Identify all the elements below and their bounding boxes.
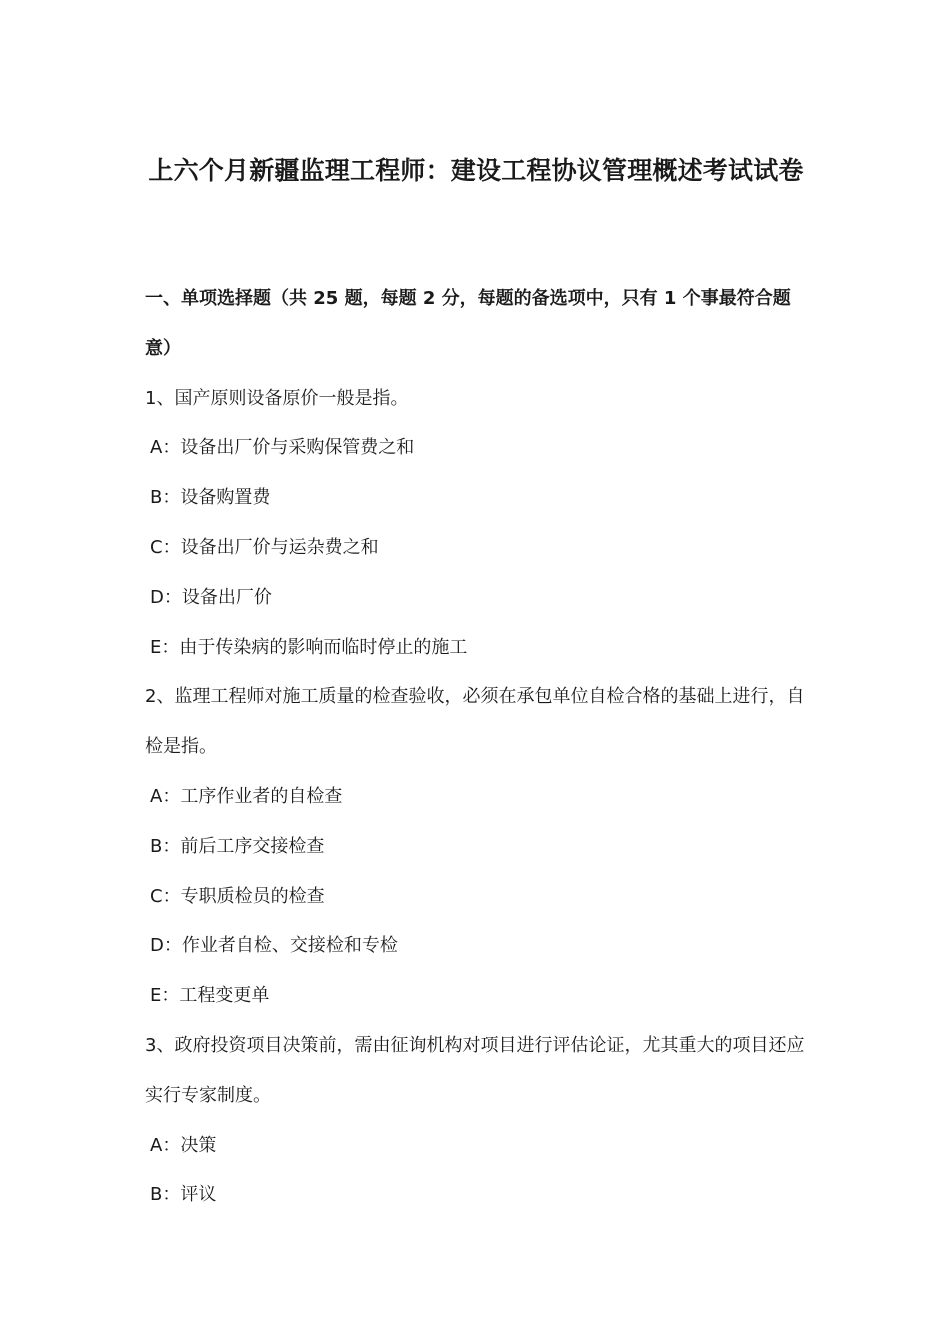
question-2 — [145, 672, 809, 1021]
question-1 — [145, 374, 809, 673]
option-e: E：工程变更单 — [150, 985, 270, 1007]
section-heading: 一、单项选择题（共 25 题，每题 2 分，每题的备选项中，只有 1 个事最符合题意） — [145, 288, 791, 359]
option-e: E：由于传染病的影响而临时停止的施工 — [150, 636, 468, 658]
document-title: 上六个月新疆监理工程师：建设工程协议管理概述考试试卷 — [148, 156, 804, 185]
option-a: A：设备出厂价与采购保管费之和 — [150, 437, 415, 459]
option-a: A：工序作业者的自检查 — [150, 785, 343, 807]
option-c: C：设备出厂价与运杂费之和 — [150, 536, 379, 558]
option-d: D：设备出厂价 — [150, 586, 272, 608]
option-b: B：前后工序交接检查 — [150, 835, 325, 857]
option-b: B：评议 — [150, 1184, 217, 1206]
question-text: 1、国产原则设备原价一般是指。 — [145, 387, 409, 409]
option-d: D：作业者自检、交接检和专检 — [150, 935, 398, 957]
question-text: 2、监理工程师对施工质量的检查验收，必须在承包单位自检合格的基础上进行，自检是指。 — [145, 686, 805, 758]
option-c: C：专职质检员的检查 — [150, 885, 325, 907]
option-b: B：设备购置费 — [150, 487, 271, 509]
question-3 — [145, 1021, 809, 1220]
document-body — [145, 274, 809, 1220]
question-text: 3、政府投资项目决策前，需由征询机构对项目进行评估论证，尤其重大的项目还应实行专家制度。 — [145, 1034, 805, 1106]
option-a: A：决策 — [150, 1134, 217, 1156]
